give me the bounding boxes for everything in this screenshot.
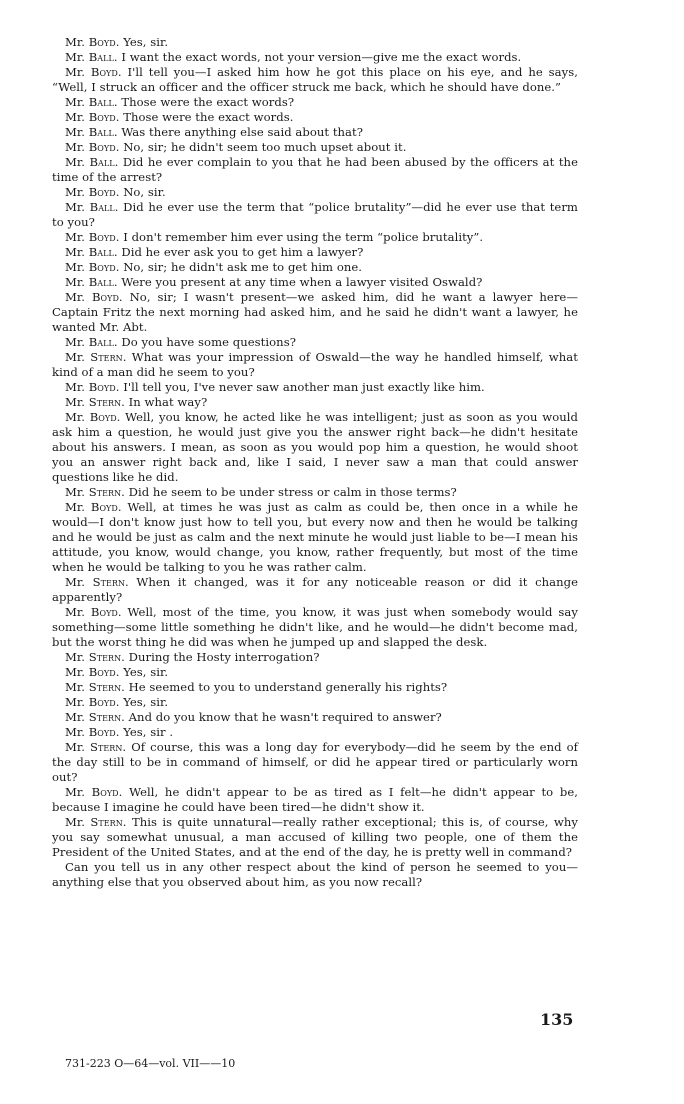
speaker-title: Mr. — [65, 380, 85, 394]
speaker-name: Stern. — [88, 650, 125, 664]
paragraph-text: Did he ever ask you to get him a lawyer? — [121, 245, 364, 259]
speaker-name: Ball. — [88, 95, 118, 109]
testimony-text — [52, 35, 578, 890]
speaker-name: Boyd. — [91, 290, 123, 304]
paragraph-text: No, sir. — [123, 185, 166, 199]
speaker-name: Stern. — [88, 710, 125, 724]
testimony-paragraph — [52, 350, 578, 380]
speaker-title: Mr. — [65, 785, 85, 799]
speaker-title: Mr. — [65, 725, 85, 739]
paragraph-text: Was there anything else said about that? — [121, 125, 363, 139]
paragraph-text: What was your impression of Oswald—the way he handled himself, what kind of a man did he seem to you? — [52, 350, 578, 379]
speaker-name: Stern. — [88, 395, 125, 409]
speaker-title: Mr. — [65, 155, 85, 169]
speaker-title: Mr. — [65, 575, 85, 589]
testimony-paragraph — [52, 35, 578, 50]
paragraph-text: This is quite unnatural—really rather exceptional; this is, of course, why you say somewhat unusual, a man accused of killing two people, one of them the President of the United States, and at the end of the day, he is pretty well in command? — [52, 815, 578, 859]
speaker-name: Boyd. — [88, 110, 120, 124]
testimony-paragraph — [52, 185, 578, 200]
testimony-paragraph — [52, 140, 578, 155]
paragraph-text: Those were the exact words. — [123, 110, 294, 124]
page-number: 135 — [540, 1010, 574, 1029]
paragraph-text: Yes, sir . — [123, 725, 174, 739]
paragraph-text: Well, most of the time, you know, it was just when somebody would say something—some little something he didn't like, and he would—he didn't become mad, but the worst thing he did was when he jumped up and slapped the desk. — [52, 605, 578, 649]
testimony-paragraph — [52, 680, 578, 695]
paragraph-text: During the Hosty interrogation? — [128, 650, 320, 664]
testimony-paragraph — [52, 650, 578, 665]
testimony-paragraph — [52, 50, 578, 65]
speaker-title: Mr. — [65, 740, 85, 754]
testimony-paragraph — [52, 275, 578, 290]
speaker-title: Mr. — [65, 695, 85, 709]
testimony-paragraph — [52, 740, 578, 785]
testimony-paragraph — [52, 200, 578, 230]
speaker-name: Boyd. — [88, 695, 120, 709]
speaker-name: Stern. — [90, 740, 127, 754]
paragraph-text: Those were the exact words? — [121, 95, 295, 109]
speaker-title: Mr. — [65, 350, 85, 364]
paragraph-text: In what way? — [128, 395, 208, 409]
paragraph-text: I'll tell you—I asked him how he got this place on his eye, and he says, “Well, I struck an officer and the officer struck me back, which he should have done.” — [52, 65, 578, 94]
paragraph-text: I'll tell you, I've never saw another man just exactly like him. — [123, 380, 485, 394]
speaker-title: Mr. — [65, 140, 85, 154]
testimony-paragraph — [52, 155, 578, 185]
speaker-title: Mr. — [65, 605, 85, 619]
speaker-name: Stern. — [92, 575, 129, 589]
speaker-name: Boyd. — [88, 230, 120, 244]
testimony-paragraph — [52, 500, 578, 575]
speaker-name: Stern. — [88, 680, 125, 694]
paragraph-text: Well, he didn't appear to be as tired as I felt—he didn't appear to be, because I imagine he could have been tired—he didn't show it. — [52, 785, 578, 814]
testimony-paragraph — [52, 785, 578, 815]
speaker-title: Mr. — [65, 185, 85, 199]
speaker-name: Boyd. — [88, 380, 120, 394]
speaker-title: Mr. — [65, 335, 85, 349]
paragraph-text: Well, you know, he acted like he was intelligent; just as soon as you would ask him a question, he would just give you the answer right back—he didn't hesitate about his answers. I mean, as soon as you would pop him a question, he would shoot you an answer right back and, like I said, I never saw a man that could answer questions like he did. — [52, 410, 578, 484]
speaker-title: Mr. — [65, 65, 85, 79]
speaker-title: Mr. — [65, 260, 85, 274]
paragraph-text: No, sir; I wasn't present—we asked him, did he want a lawyer here—Captain Fritz the next morning had asked him, and he said he didn't want a lawyer, he wanted Mr. Abt. — [52, 290, 578, 334]
testimony-paragraph — [52, 725, 578, 740]
speaker-name: Ball. — [88, 125, 118, 139]
paragraph-text: Yes, sir. — [123, 35, 169, 49]
testimony-paragraph — [52, 710, 578, 725]
testimony-paragraph — [52, 125, 578, 140]
paragraph-text: No, sir; he didn't ask me to get him one. — [123, 260, 363, 274]
speaker-title: Mr. — [65, 710, 85, 724]
testimony-paragraph — [52, 245, 578, 260]
testimony-paragraph — [52, 335, 578, 350]
speaker-name: Boyd. — [90, 500, 122, 514]
speaker-name: Ball. — [88, 50, 118, 64]
paragraph-text: I don't remember him ever using the term “police brutality”. — [123, 230, 484, 244]
testimony-paragraph — [52, 605, 578, 650]
paragraph-text: He seemed to you to understand generally his rights? — [128, 680, 448, 694]
speaker-name: Ball. — [89, 155, 119, 169]
speaker-name: Boyd. — [88, 140, 120, 154]
paragraph-text: Well, at times he was just as calm as could be, then once in a while he would—I don't know just how to tell you, but every now and then he would be talking and he would be just as calm and the next minute he would just liable to be—I mean his attitude, you know, would change, you know, rather frequently, but most of the time when he would be talking to you he was rather calm. — [52, 500, 578, 574]
testimony-paragraph — [52, 410, 578, 485]
speaker-title: Mr. — [65, 110, 85, 124]
paragraph-text: Can you tell us in any other respect about the kind of person he seemed to you—anything else that you observed about him, as you now recall? — [52, 860, 578, 889]
paragraph-text: No, sir; he didn't seem too much upset about it. — [123, 140, 407, 154]
testimony-paragraph — [52, 65, 578, 95]
testimony-paragraph — [52, 860, 578, 890]
speaker-name: Boyd. — [88, 260, 120, 274]
speaker-title: Mr. — [65, 50, 85, 64]
speaker-title: Mr. — [65, 230, 85, 244]
speaker-name: Ball. — [88, 275, 118, 289]
testimony-paragraph — [52, 230, 578, 245]
testimony-paragraph — [52, 815, 578, 860]
paragraph-text: Did he ever use the term that “police brutality”—did he ever use that term to you? — [52, 200, 578, 229]
speaker-title: Mr. — [65, 395, 85, 409]
speaker-title: Mr. — [65, 680, 85, 694]
paragraph-text: Yes, sir. — [123, 665, 169, 679]
speaker-title: Mr. — [65, 650, 85, 664]
paragraph-text: Did he ever complain to you that he had been abused by the officers at the time of the arrest? — [52, 155, 578, 184]
speaker-name: Boyd. — [88, 665, 120, 679]
speaker-title: Mr. — [65, 35, 85, 49]
speaker-title: Mr. — [65, 665, 85, 679]
speaker-name: Stern. — [90, 815, 127, 829]
paragraph-text: And do you know that he wasn't required to answer? — [128, 710, 442, 724]
print-footer: 731-223 O—64—vol. VII——10 — [65, 1057, 236, 1070]
speaker-name: Boyd. — [90, 65, 122, 79]
speaker-name: Ball. — [88, 245, 118, 259]
testimony-paragraph — [52, 290, 578, 335]
speaker-name: Boyd. — [88, 185, 120, 199]
testimony-paragraph — [52, 110, 578, 125]
speaker-name: Ball. — [89, 200, 119, 214]
testimony-paragraph — [52, 380, 578, 395]
paragraph-text: Yes, sir. — [123, 695, 169, 709]
speaker-title: Mr. — [65, 245, 85, 259]
speaker-title: Mr. — [65, 275, 85, 289]
speaker-title: Mr. — [65, 290, 85, 304]
paragraph-text: When it changed, was it for any noticeable reason or did it change apparently? — [52, 575, 578, 604]
testimony-paragraph — [52, 95, 578, 110]
paragraph-text: Of course, this was a long day for everybody—did he seem by the end of the day still to be in command of himself, or did he appear tired or particularly worn out? — [52, 740, 578, 784]
speaker-name: Boyd. — [88, 35, 120, 49]
speaker-title: Mr. — [65, 500, 85, 514]
speaker-title: Mr. — [65, 125, 85, 139]
speaker-name: Boyd. — [90, 605, 122, 619]
paragraph-text: Were you present at any time when a lawyer visited Oswald? — [121, 275, 483, 289]
speaker-name: Stern. — [90, 350, 127, 364]
speaker-title: Mr. — [65, 410, 85, 424]
speaker-name: Stern. — [88, 485, 125, 499]
speaker-name: Boyd. — [91, 785, 123, 799]
speaker-name: Boyd. — [89, 410, 121, 424]
testimony-paragraph — [52, 575, 578, 605]
speaker-title: Mr. — [65, 485, 85, 499]
testimony-paragraph — [52, 260, 578, 275]
testimony-paragraph — [52, 395, 578, 410]
paragraph-text: Do you have some questions? — [121, 335, 296, 349]
speaker-name: Boyd. — [88, 725, 120, 739]
paragraph-text: I want the exact words, not your version—give me the exact words. — [121, 50, 522, 64]
speaker-title: Mr. — [65, 200, 85, 214]
paragraph-text: Did he seem to be under stress or calm in those terms? — [128, 485, 457, 499]
speaker-title: Mr. — [65, 815, 85, 829]
testimony-paragraph — [52, 485, 578, 500]
testimony-paragraph — [52, 665, 578, 680]
speaker-title: Mr. — [65, 95, 85, 109]
testimony-paragraph — [52, 695, 578, 710]
speaker-name: Ball. — [88, 335, 118, 349]
